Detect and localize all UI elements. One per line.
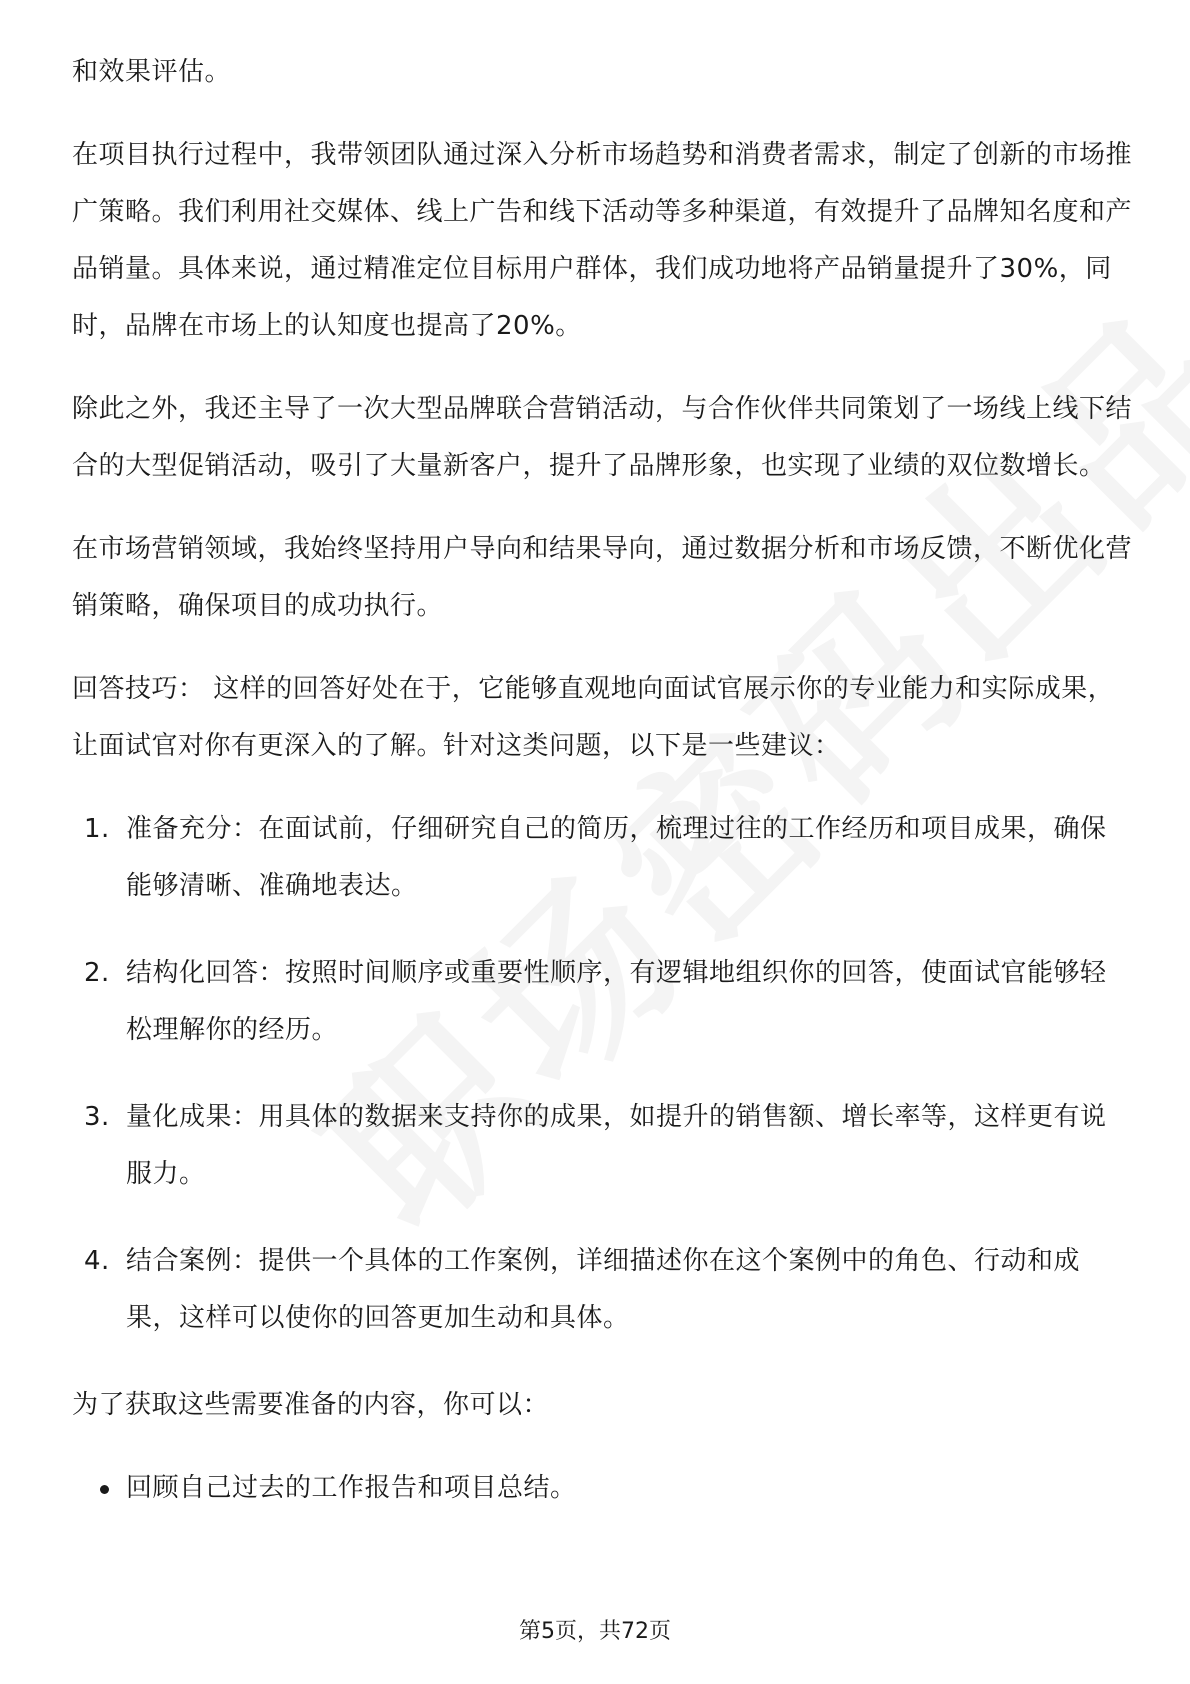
paragraph-continuation: 和效果评估。 [72,57,232,87]
list-item [72,945,1132,1059]
list-item-text: 准备充分：在面试前，仔细研究自己的简历，梳理过往的工作经历和项目成果，确保能够清晰、准确地表达。 [126,814,1107,901]
list-number: 2. [84,958,110,988]
paragraph-answer-tips: 回答技巧： 这样的回答好处在于，它能够直观地向面试官展示你的专业能力和实际成果，让面试官对你有更深入的了解。针对这类问题，以下是一些建议： [72,674,1115,761]
prep-list [72,1460,1132,1517]
paragraph-joint-campaign: 除此之外，我还主导了一次大型品牌联合营销活动，与合作伙伴共同策划了一场线上线下结合的大型促销活动，吸引了大量新客户，提升了品牌形象，也实现了业绩的双位数增长。 [72,394,1133,481]
paragraph-prep-intro: 为了获取这些需要准备的内容，你可以： [72,1390,550,1420]
list-number: 3. [84,1102,110,1132]
bullet-icon [100,1485,109,1494]
list-item [72,1233,1132,1347]
list-item [72,801,1132,915]
paragraph-project-execution: 在项目执行过程中，我带领团队通过深入分析市场趋势和消费者需求，制定了创新的市场推广策略。我们利用社交媒体、线上广告和线下活动等多种渠道，有效提升了品牌知名度和产品销量。具体来说，通过精准定位目标用户群体，我们成功地将产品销量提升了30%，同时，品牌在市场上的认知度也提高了20%。 [72,140,1133,341]
list-number: 1. [84,814,110,844]
list-item [72,1089,1132,1203]
list-item [72,1460,1132,1517]
list-number: 4. [84,1246,110,1276]
tips-list [72,801,1132,1347]
list-item-text: 回顾自己过去的工作报告和项目总结。 [126,1473,577,1503]
list-item-text: 结构化回答：按照时间顺序或重要性顺序，有逻辑地组织你的回答，使面试官能够轻松理解你的经历。 [126,958,1107,1045]
list-item-text: 量化成果：用具体的数据来支持你的成果，如提升的销售额、增长率等，这样更有说服力。 [126,1102,1107,1189]
list-item-text: 结合案例：提供一个具体的工作案例，详细描述你在这个案例中的角色、行动和成果，这样可以使你的回答更加生动和具体。 [126,1246,1081,1333]
page-number: 第5页，共72页 [519,1619,671,1644]
document-body [72,44,1132,1517]
paragraph-marketing-philosophy: 在市场营销领域，我始终坚持用户导向和结果导向，通过数据分析和市场反馈，不断优化营销策略，确保项目的成功执行。 [72,534,1133,621]
